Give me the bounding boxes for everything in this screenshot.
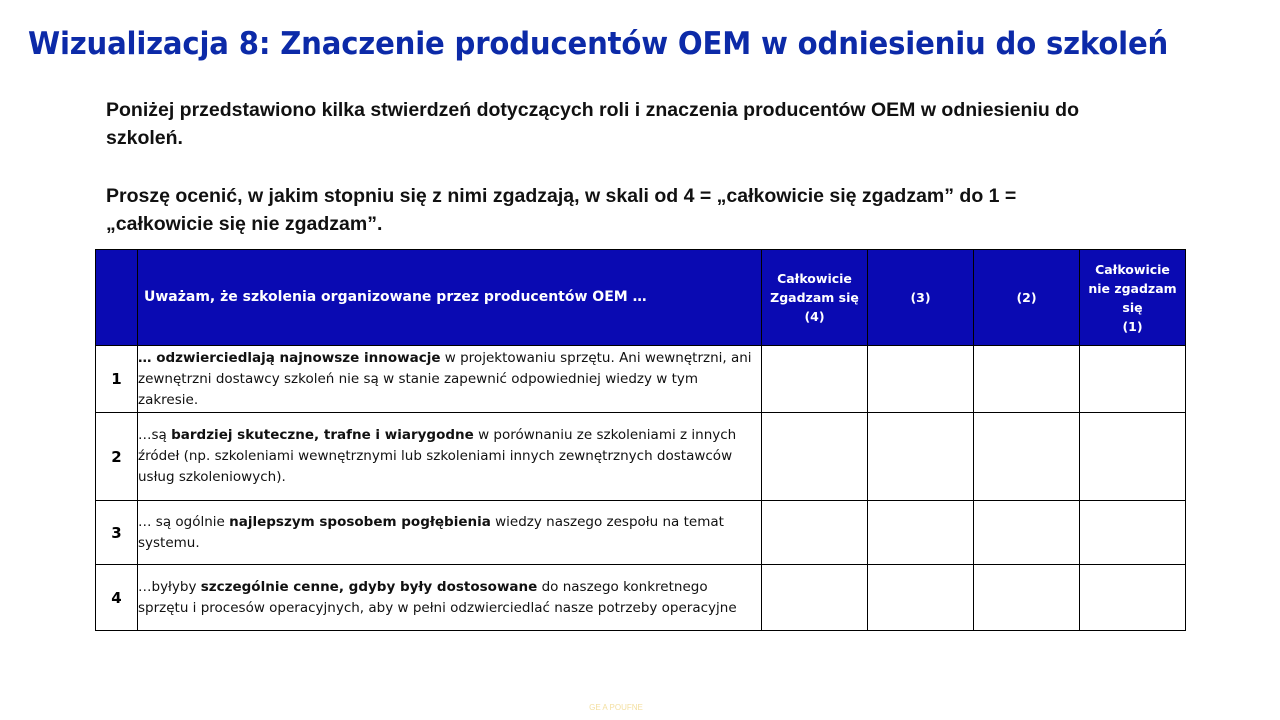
header-col-4-line3: (4) [804, 309, 825, 324]
statement-bold: … odzwierciedlają najnowsze innowacje [138, 349, 441, 366]
rating-cell-3[interactable] [868, 413, 974, 501]
row-number: 2 [96, 413, 138, 501]
row-statement [138, 413, 762, 501]
rating-cell-2[interactable] [974, 565, 1080, 631]
table-row [96, 565, 1186, 631]
statement-bold: szczególnie cenne, gdyby były dostosowane [200, 578, 538, 595]
rating-cell-1[interactable] [1080, 501, 1186, 565]
intro-text [106, 96, 1106, 238]
header-statement-cell: Uważam, że szkolenia organizowane przez producentów OEM … [138, 250, 762, 346]
header-col-4-line2: Zgadzam się [770, 290, 859, 305]
rating-cell-2[interactable] [974, 413, 1080, 501]
table-row [96, 346, 1186, 413]
table-row [96, 413, 1186, 501]
header-col-4-line1: Całkowicie [777, 271, 852, 286]
statement-post: wiedzy naszego zespołu na temat systemu. [138, 513, 724, 551]
statement-post: w porównaniu ze szkoleniami z innych źródeł (np. szkoleniami wewnętrznymi lub szkoleniami innych zewnętrznych dostawców usług szkoleniowych). [138, 427, 737, 485]
intro-paragraph-1: Poniżej przedstawiono kilka stwierdzeń dotyczących roli i znaczenia producentów OEM w odniesieniu do szkoleń. [106, 99, 1080, 149]
statement-post: do naszego konkretnego sprzętu i procesów operacyjnych, aby w pełni odzwierciedlać nasze potrzeby operacyjne [138, 578, 737, 616]
rating-cell-3[interactable] [868, 565, 974, 631]
row-statement [138, 346, 762, 413]
statement-pre: …są [138, 427, 172, 443]
statement-bold: bardziej skuteczne, trafne i wiarygodne [171, 427, 474, 443]
rating-cell-1[interactable] [1080, 413, 1186, 501]
rating-cell-4[interactable] [762, 501, 868, 565]
header-col-1-line2: nie zgadzam [1088, 280, 1177, 296]
table-row [96, 501, 1186, 565]
row-number: 4 [96, 565, 138, 631]
header-col-1-line1: Całkowicie [1095, 261, 1170, 277]
classification-footer: GE A POUFNE [589, 703, 643, 712]
statement-pre: …byłyby [138, 578, 201, 595]
rating-cell-1[interactable] [1080, 565, 1186, 631]
statement-post: w projektowaniu sprzętu. Ani wewnętrzni, ani zewnętrzni dostawcy szkoleń nie są w stanie zapewnić odpowiedniej wiedzy w tym zakresie. [138, 349, 752, 408]
header-col-4 [762, 250, 868, 346]
rating-cell-1[interactable] [1080, 346, 1186, 413]
intro-paragraph-2: Proszę ocenić, w jakim stopniu się z nimi zgadzają, w skali od 4 = „całkowicie się zgadzam” do 1 = „całkowicie się nie zgadzam”. [106, 185, 1017, 235]
header-col-2-line1: (2) [1016, 290, 1037, 305]
statement-bold: najlepszym sposobem pogłębienia [229, 513, 491, 530]
header-number-cell [96, 250, 138, 346]
rating-cell-2[interactable] [974, 501, 1080, 565]
header-col-3 [868, 250, 974, 346]
statement-pre: … są ogólnie [138, 513, 230, 530]
table-header-row [96, 250, 1186, 346]
slide-title: Wizualizacja 8: Znaczenie producentów OEM w odniesieniu do szkoleń [28, 26, 1169, 62]
rating-cell-4[interactable] [762, 565, 868, 631]
header-col-1-line3: się [1122, 299, 1143, 315]
rating-cell-3[interactable] [868, 346, 974, 413]
rating-cell-3[interactable] [868, 501, 974, 565]
row-number: 1 [96, 346, 138, 413]
row-number: 3 [96, 501, 138, 565]
header-col-3-line1: (3) [910, 290, 931, 305]
rating-cell-4[interactable] [762, 413, 868, 501]
rating-cell-2[interactable] [974, 346, 1080, 413]
header-col-2 [974, 250, 1080, 346]
row-statement [138, 501, 762, 565]
survey-table [95, 249, 1186, 631]
header-col-1 [1080, 250, 1186, 346]
header-col-1-line4: (1) [1122, 318, 1143, 334]
rating-cell-4[interactable] [762, 346, 868, 413]
row-statement [138, 565, 762, 631]
